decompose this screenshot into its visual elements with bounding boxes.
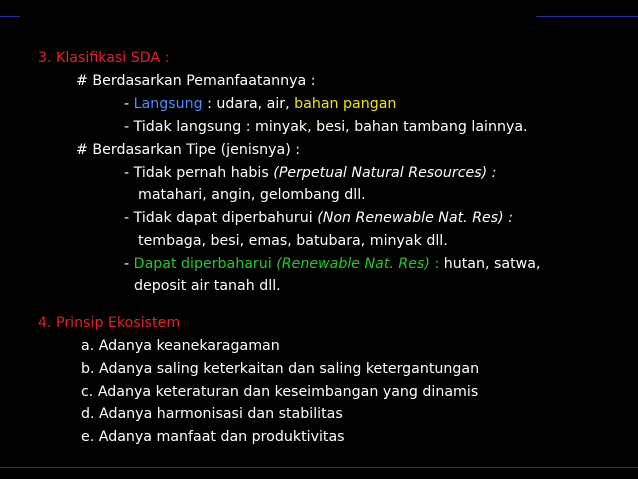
pemanfaatan-heading: # Berdasarkan Pemanfaatannya : [76,73,316,89]
dapat-cont: deposit air tanah dll. [134,278,281,294]
top-right-rule [536,16,638,17]
langsung-line [124,95,396,113]
tidak-dapat-cont: tembaga, besi, emas, batubara, minyak dll. [138,233,448,249]
tidak-langsung-line: - Tidak langsung : minyak, besi, bahan tambang lainnya. [124,119,528,135]
dapat-colon: : [429,256,444,272]
dapat-dash: - [124,256,134,272]
tidak-habis-cont: matahari, angin, gelombang dll. [138,187,366,203]
section-4-title: 4. Prinsip Ekosistem [38,315,181,331]
tidak-dapat-italic: (Non Renewable Nat. Res) : [317,210,513,226]
dapat-label: Dapat diperbaharui [133,256,277,272]
prinsip-item-c: c. Adanya keteraturan dan keseimbangan yang dinamis [81,384,479,400]
dapat-line [124,255,540,273]
tidak-habis-text: - Tidak pernah habis [124,165,274,181]
tidak-dapat-line [124,209,513,227]
prinsip-item-b: b. Adanya saling keterkaitan dan saling ketergantungan [81,361,480,377]
tidak-habis-line [124,164,496,182]
prinsip-item-a: a. Adanya keanekaragaman [81,338,280,354]
dapat-italic: (Renewable Nat. Res) [276,256,430,272]
section-3-title: 3. Klasifikasi SDA : [38,50,170,66]
langsung-highlight: bahan pangan [294,96,397,112]
prinsip-item-e: e. Adanya manfaat dan produktivitas [81,429,345,445]
bottom-rule [0,467,638,468]
tidak-dapat-text: - Tidak dapat diperbahurui [124,210,318,226]
dapat-text: hutan, satwa, [443,256,541,272]
prinsip-item-d: d. Adanya harmonisasi dan stabilitas [81,406,343,422]
langsung-text: : udara, air, [202,96,295,112]
langsung-dash: - [124,96,134,112]
langsung-label: Langsung [133,96,203,112]
tidak-habis-italic: (Perpetual Natural Resources) : [273,165,497,181]
top-left-rule [0,16,20,17]
tipe-heading: # Berdasarkan Tipe (jenisnya) : [76,142,301,158]
